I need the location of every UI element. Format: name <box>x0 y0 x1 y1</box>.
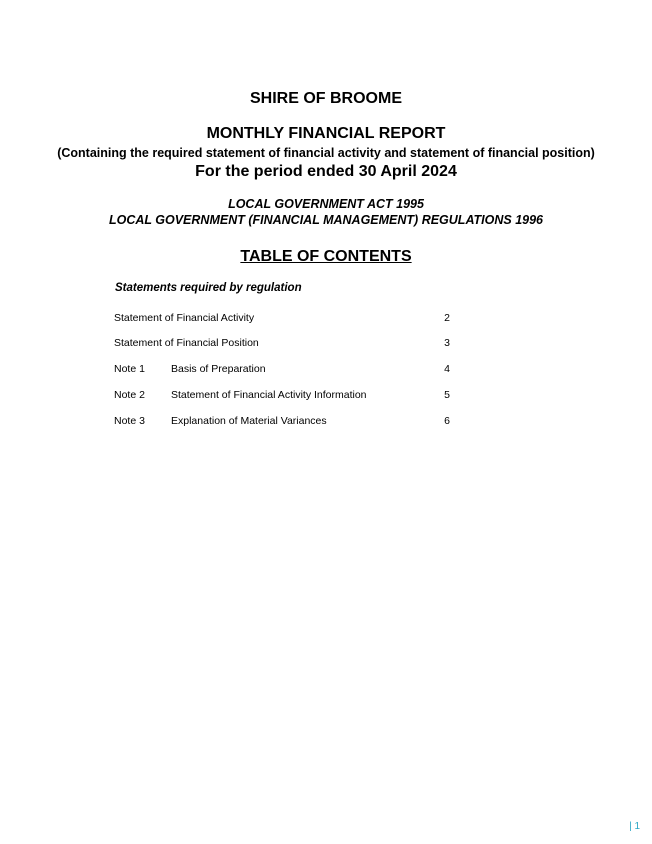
toc-entry-title: Explanation of Material Variances <box>171 415 327 427</box>
toc-entry-note: Note 3 <box>114 415 145 427</box>
toc-heading: TABLE OF CONTENTS <box>240 248 412 265</box>
toc-entry[interactable] <box>114 337 454 353</box>
legislation-regulations: LOCAL GOVERNMENT (FINANCIAL MANAGEMENT) REGULATIONS 1996 <box>108 213 544 227</box>
legislation-act: LOCAL GOVERNMENT ACT 1995 <box>228 197 424 211</box>
toc-entry[interactable] <box>114 415 454 431</box>
toc-entry-title: Statement of Financial Activity <box>114 312 255 324</box>
toc-entry[interactable] <box>114 363 454 379</box>
toc-entry[interactable] <box>114 389 454 405</box>
report-title: MONTHLY FINANCIAL REPORT <box>206 125 446 142</box>
toc-entry-page: 2 <box>444 312 450 324</box>
toc-entry-page: 6 <box>444 415 450 427</box>
toc-section-heading: Statements required by regulation <box>115 282 302 294</box>
toc-entry-page: 5 <box>444 389 450 401</box>
toc-entry-title: Basis of Preparation <box>171 363 266 375</box>
toc-entry[interactable] <box>114 312 454 328</box>
toc-entry-title: Statement of Financial Activity Information <box>171 389 367 401</box>
footer-page-number: | 1 <box>629 821 640 832</box>
report-period: For the period ended 30 April 2024 <box>195 163 457 180</box>
toc-entry-note: Note 1 <box>114 363 145 375</box>
toc-entry-title: Statement of Financial Position <box>114 337 259 349</box>
toc-entry-page: 4 <box>444 363 450 375</box>
report-subtitle: (Containing the required statement of financial activity and statement of financial position) <box>57 146 595 160</box>
toc-entry-note: Note 2 <box>114 389 145 401</box>
toc-entry-page: 3 <box>444 337 450 349</box>
organisation-name: SHIRE OF BROOME <box>249 90 402 107</box>
